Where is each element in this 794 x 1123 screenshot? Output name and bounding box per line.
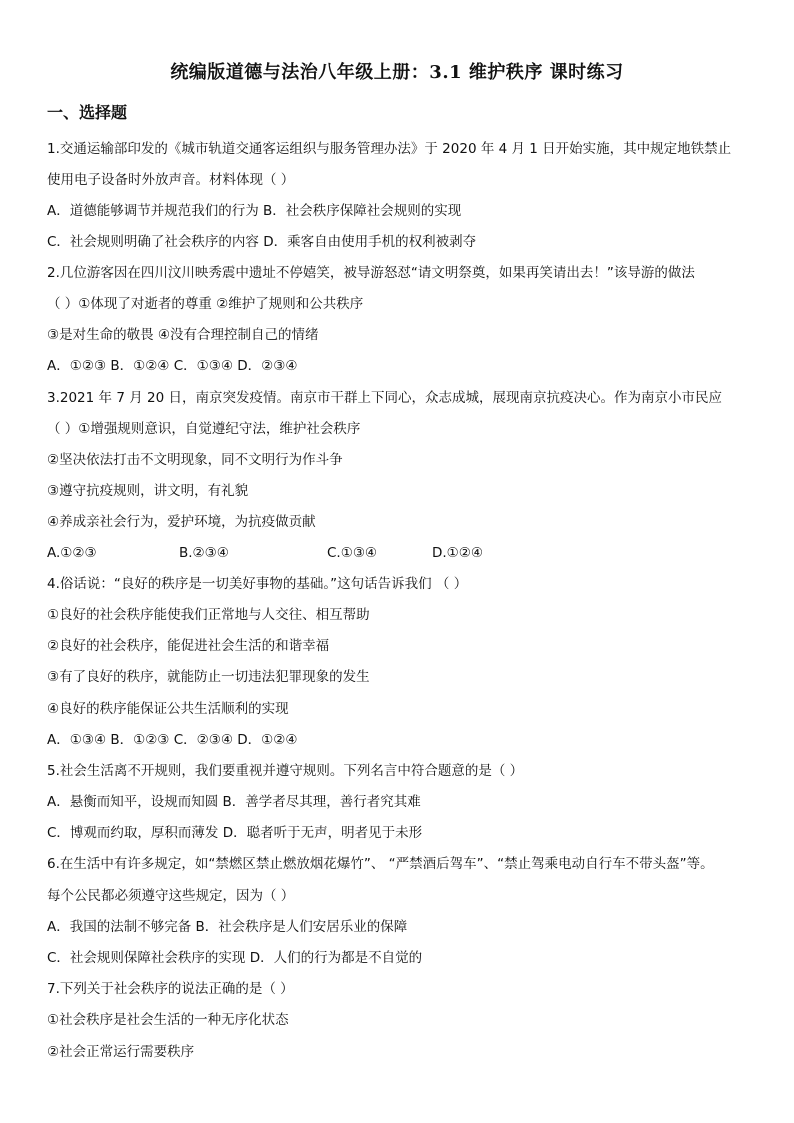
q4-item-3: ③有了良好的秩序，就能防止一切违法犯罪现象的发生 <box>47 669 370 685</box>
q6-stem-line1: 6.在生活中有许多规定，如“禁燃区禁止燃放烟花爆竹”、 “严禁酒后驾车”、“禁止驾乘电动自行车不带头盔”等。 <box>47 856 714 872</box>
q6-options-cd: C．社会规则保障社会秩序的实现 D．人们的行为都是不自觉的 <box>47 950 423 966</box>
q5-stem: 5.社会生活离不开规则，我们要重视并遵守规则。下列名言中符合题意的是（ ） <box>47 763 524 779</box>
q6-options-ab: A．我国的法制不够完备 B．社会秩序是人们安居乐业的保障 <box>47 919 408 935</box>
q7-item-1: ①社会秩序是社会生活的一种无序化状态 <box>47 1012 289 1028</box>
q2-stem-line2: （ ）①体现了对逝者的尊重 ②维护了规则和公共秩序 <box>47 296 364 312</box>
q1-options-cd: C．社会规则明确了社会秩序的内容 D．乘客自由使用手机的权利被剥夺 <box>47 234 477 250</box>
q3-stem-line2: （ ）①增强规则意识，自觉遵纪守法，维护社会秩序 <box>47 421 361 437</box>
q2-stem-line3: ③是对生命的敬畏 ④没有合理控制自己的情绪 <box>47 327 319 343</box>
q3-item-3: ③遵守抗疫规则，讲文明，有礼貌 <box>47 483 249 499</box>
q3-options <box>47 544 483 562</box>
section-heading: 一、选择题 <box>47 103 128 122</box>
q3-option-b: B.②③④ <box>179 545 229 561</box>
q3-stem-line1: 3.2021 年 7 月 20 日，南京突发疫情。南京市干群上下同心，众志成城，展现南京抗疫决心。作为南京小市民应 <box>47 390 722 406</box>
q6-stem-line2: 每个公民都必须遵守这些规定，因为（ ） <box>47 888 295 904</box>
page-title: 统编版道德与法治八年级上册：3.1 维护秩序 课时练习 <box>170 62 624 83</box>
q4-item-4: ④良好的秩序能保证公共生活顺利的实现 <box>47 701 289 717</box>
q3-item-2: ②坚决依法打击不文明现象，同不文明行为作斗争 <box>47 452 343 468</box>
q4-stem: 4.俗话说：“良好的秩序是一切美好事物的基础。”这句话告诉我们 （ ） <box>47 576 468 592</box>
q2-stem-line1: 2.几位游客因在四川汶川映秀震中遗址不停嬉笑，被导游怒怼“请文明祭奠，如果再笑请出去！”该导游的做法 <box>47 265 695 281</box>
q1-stem-line1: 1.交通运输部印发的《城市轨道交通客运组织与服务管理办法》于 2020 年 4 月 1 日开始实施，其中规定地铁禁止 <box>47 141 732 157</box>
q2-options: A．①②③ B．①②④ C．①③④ D．②③④ <box>47 358 298 374</box>
q3-item-4: ④养成亲社会行为，爱护环境，为抗疫做贡献 <box>47 514 316 530</box>
q3-option-c: C.①③④ <box>327 545 378 561</box>
q4-item-2: ②良好的社会秩序，能促进社会生活的和谐幸福 <box>47 638 330 654</box>
q5-options-ab: A．悬衡而知平，设规而知圆 B．善学者尽其理，善行者究其难 <box>47 794 421 810</box>
q3-option-d: D.①②④ <box>432 545 483 561</box>
q1-stem-line2: 使用电子设备时外放声音。材料体现（ ） <box>47 172 295 188</box>
q3-option-a: A.①②③ <box>47 545 97 561</box>
q7-stem: 7.下列关于社会秩序的说法正确的是（ ） <box>47 981 294 997</box>
q4-options: A．①③④ B．①②③ C．②③④ D．①②④ <box>47 732 298 748</box>
q1-options-ab: A．道德能够调节并规范我们的行为 B．社会秩序保障社会规则的实现 <box>47 203 462 219</box>
q4-item-1: ①良好的社会秩序能使我们正常地与人交往、相互帮助 <box>47 607 370 623</box>
q7-item-2: ②社会正常运行需要秩序 <box>47 1044 195 1060</box>
q5-options-cd: C．博观而约取，厚积而薄发 D．聪者听于无声，明者见于未形 <box>47 825 423 841</box>
